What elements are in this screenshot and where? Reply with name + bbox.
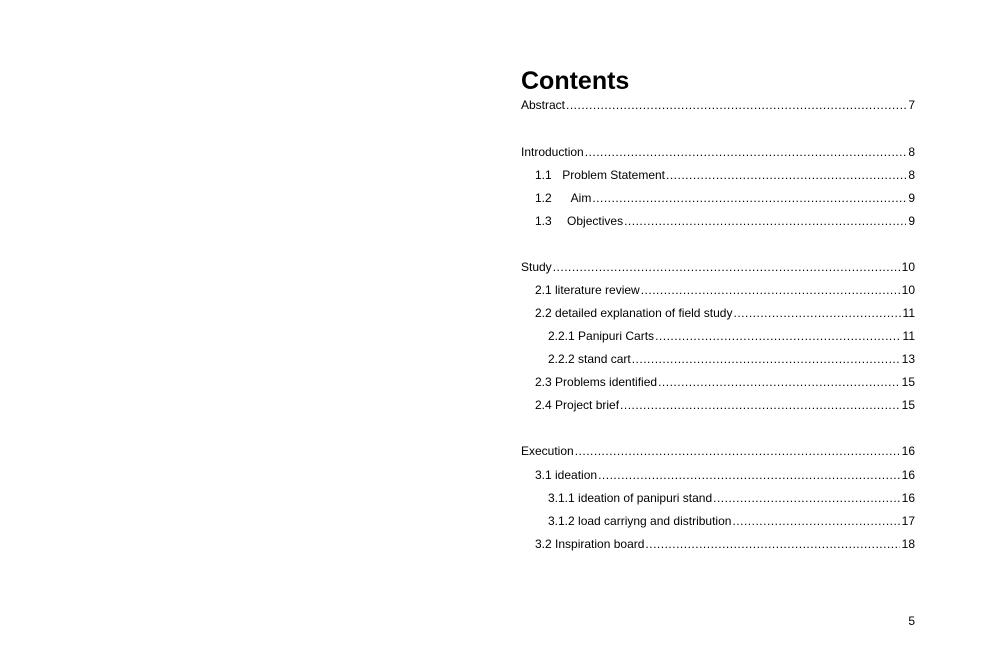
dot-leader [553,259,900,275]
dot-leader [598,467,900,483]
toc-entry-title: 3.1 ideation [535,468,598,482]
toc-entry-title: Execution [521,444,574,458]
dot-leader [732,513,899,529]
toc-entry-problem-statement[interactable] [521,167,915,183]
dot-leader [733,305,900,321]
dot-leader [624,213,906,229]
toc-entry-title: 2.4 Project brief [535,398,620,412]
toc-entry-page: 13 [901,352,915,366]
toc-entry-page: 11 [902,329,915,343]
toc-entry-page: 15 [901,375,915,389]
toc-entry-page: 9 [908,191,915,205]
toc-entry-page: 16 [901,491,915,505]
toc-entry-page: 10 [901,260,915,274]
toc-entry-page: 11 [902,306,915,320]
toc-entry-title: Abstract [521,98,566,112]
toc-entry-problems-identified[interactable] [521,374,915,390]
dot-leader [658,374,900,390]
toc-entry-title: 2.3 Problems identified [535,375,658,389]
toc-entry-field-study[interactable] [521,305,915,321]
table-of-contents [521,66,915,551]
toc-entry-ideation-panipuri-stand[interactable] [521,490,915,506]
toc-entry-title: 2.2.1 Panipuri Carts [548,329,655,343]
toc-entry-title: 3.2 Inspiration board [535,537,645,551]
toc-entry-title: 2.1 literature review [535,283,640,297]
page-number: 5 [908,614,915,628]
toc-entry-aim[interactable] [521,190,915,206]
dot-leader [566,97,906,113]
toc-entry-page: 15 [901,398,915,412]
toc-entry-page: 18 [901,537,915,551]
toc-entry-page: 17 [901,514,915,528]
toc-entry-page: 8 [908,168,915,182]
toc-entry-load-carrying[interactable] [521,513,915,529]
toc-entry-title: Problem Statement [562,168,665,182]
toc-entry-execution[interactable] [521,443,915,459]
toc-entry-introduction[interactable] [521,144,915,160]
toc-entry-title: 2.2.2 stand cart [548,352,631,366]
toc-entry-stand-cart[interactable] [521,351,915,367]
toc-entry-page: 7 [908,98,915,112]
toc-entry-title: Objectives [567,214,624,228]
toc-entry-title: Study [521,260,552,274]
dot-leader [620,397,900,413]
dot-leader [645,536,899,552]
dot-leader [666,167,906,183]
toc-entry-inspiration-board[interactable] [521,536,915,552]
dot-leader [592,190,906,206]
dot-leader [641,282,900,298]
toc-entry-title: 2.2 detailed explanation of field study [535,306,733,320]
toc-entry-literature-review[interactable] [521,282,915,298]
dot-leader [632,351,900,367]
toc-entry-title: 3.1.2 load carriyng and distribution [548,514,732,528]
toc-entry-page: 8 [908,145,915,159]
toc-entry-abstract[interactable] [521,97,915,113]
toc-entry-number: 1.1 [535,168,552,182]
toc-entry-number: 1.2 [535,191,552,205]
toc-entry-page: 16 [901,468,915,482]
contents-heading: Contents [521,67,630,95]
toc-entry-title: 3.1.1 ideation of panipuri stand [548,491,713,505]
toc-entry-title: Introduction [521,145,584,159]
toc-entry-objectives[interactable] [521,213,915,229]
toc-entry-page: 10 [901,283,915,297]
toc-entry-page: 9 [908,214,915,228]
toc-entry-ideation[interactable] [521,467,915,483]
toc-entry-number: 1.3 [535,214,552,228]
toc-entry-project-brief[interactable] [521,397,915,413]
toc-entry-study[interactable] [521,259,915,275]
toc-entry-title: Aim [570,191,592,205]
dot-leader [575,443,900,459]
dot-leader [655,328,900,344]
dot-leader [585,144,907,160]
toc-entry-page: 16 [901,444,915,458]
dot-leader [713,490,900,506]
toc-entry-panipuri-carts[interactable] [521,328,915,344]
